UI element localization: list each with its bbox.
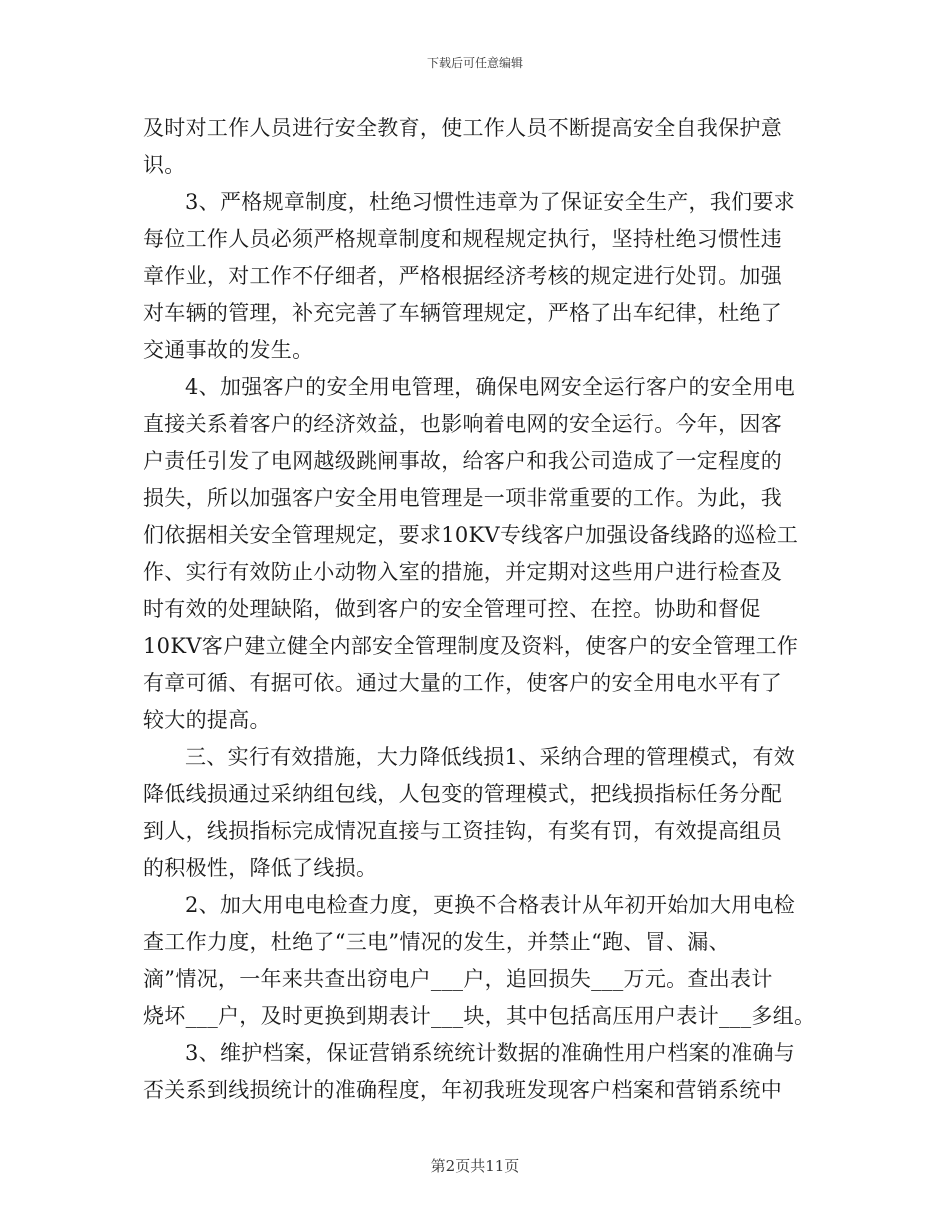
text-line: 降低线损通过采纳组包线，人包变的管理模式，把线损指标任务分配 [143, 782, 782, 806]
text-line: 损失，所以加强客户安全用电管理是一项非常重要的工作。为此，我 [143, 486, 782, 510]
text-line: 烧坏___户，及时更换到期表计___块，其中包括高压用户表计___多组。 [143, 1004, 816, 1028]
text-line: 户责任引发了电网越级跳闸事故，给客户和我公司造成了一定程度的 [143, 449, 782, 473]
text-line: 滴”情况，一年来共查出窃电户___户，追回损失___万元。查出表计 [143, 967, 773, 991]
text-line: 作、实行有效防止小动物入室的措施，并定期对这些用户进行检查及 [143, 560, 782, 584]
text-line: 识。 [143, 153, 186, 177]
paragraph-first-line: 三、实行有效措施，大力降低线损1、采纳合理的管理模式，有效 [185, 745, 796, 769]
text-line: 否关系到线损统计的准确程度，年初我班发现客户档案和营销系统中 [143, 1078, 782, 1102]
text-line: 章作业，对工作不仔细者，严格根据经济考核的规定进行处罚。加强 [143, 264, 782, 288]
text-line: 到人，线损指标完成情况直接与工资挂钩，有奖有罚，有效提高组员 [143, 819, 782, 843]
text-line: 查工作力度，杜绝了“三电”情况的发生，并禁止“跑、冒、漏、 [143, 930, 730, 954]
paragraph-first-line: 3、维护档案，保证营销系统统计数据的准确性用户档案的准确与 [185, 1041, 796, 1065]
paragraph-first-line: 3、严格规章制度，杜绝习惯性违章为了保证安全生产，我们要求 [185, 190, 796, 214]
text-line: 及时对工作人员进行安全教育，使工作人员不断提高安全自我保护意 [143, 116, 782, 140]
text-line: 的积极性，降低了线损。 [143, 856, 378, 880]
text-line: 时有效的处理缺陷，做到客户的安全管理可控、在控。协助和督促 [143, 597, 761, 621]
text-line: 直接关系着客户的经济效益，也影响着电网的安全运行。今年，因客 [143, 412, 782, 436]
paragraph-first-line: 4、加强客户的安全用电管理，确保电网安全运行客户的安全用电 [185, 375, 796, 399]
text-line: 交通事故的发生。 [143, 338, 314, 362]
text-line: 每位工作人员必须严格规章制度和规程规定执行，坚持杜绝习惯性违 [143, 227, 782, 251]
document-body [143, 110, 823, 1109]
page-footer: 第2页共11页 [430, 1157, 520, 1175]
text-line: 较大的提高。 [143, 708, 271, 732]
paragraph-first-line: 2、加大用电电检查力度，更换不合格表计从年初开始加大用电检 [185, 893, 796, 917]
text-line: 们依据相关安全管理规定，要求10KV专线客户加强设备线路的巡检工 [143, 523, 799, 547]
text-line: 对车辆的管理，补充完善了车辆管理规定，严格了出车纪律，杜绝了 [143, 301, 782, 325]
page-header: 下载后可任意编辑 [426, 56, 523, 70]
text-line: 10KV客户建立健全内部安全管理制度及资料，使客户的安全管理工作 [143, 634, 799, 658]
text-line: 有章可循、有据可依。通过大量的工作，使客户的安全用电水平有了 [143, 671, 782, 695]
